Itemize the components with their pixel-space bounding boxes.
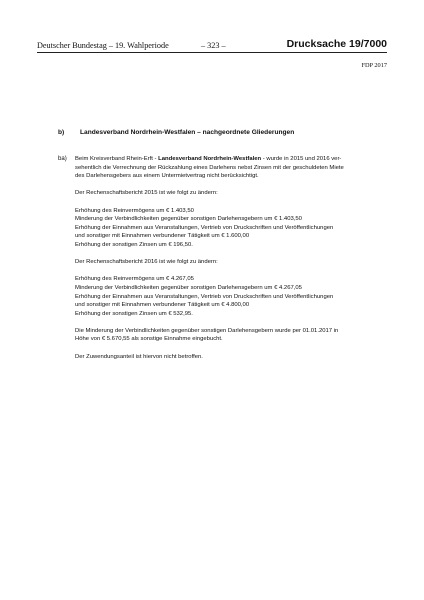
report-2016-heading: Der Rechenschaftsbericht 2016 ist wie folgt zu ändern: bbox=[75, 259, 218, 266]
intro-after: - wurde in 2015 und 2016 ver- bbox=[261, 156, 342, 162]
subsection-body bbox=[75, 155, 387, 361]
document-number bbox=[287, 38, 387, 50]
intro-line-1 bbox=[75, 155, 387, 164]
report-2016-line: Erhöhung der sonstigen Zinsen um € 532,95. bbox=[75, 310, 193, 317]
document-number-prefix: Drucksache 19/ bbox=[286, 38, 364, 50]
report-2016-line: Erhöhung der Einnahmen aus Veranstaltungen, Vertrieb von Druckschriften und Veröffentlichungen bbox=[75, 293, 334, 300]
report-2015-line: und sonstiger mit Einnahmen verbundener Tätigkeit um € 1.600,00 bbox=[75, 233, 250, 240]
report-2015-line: Erhöhung des Reinvermögens um € 1.403,50 bbox=[75, 207, 194, 214]
report-2016-line: Minderung der Verbindlichkeiten gegenüber sonstigen Darlehensgebern um € 4.267,05 bbox=[75, 284, 302, 291]
subsection-label: ba) bbox=[58, 155, 67, 162]
report-2015-line: Minderung der Verbindlichkeiten gegenüber sonstigen Darlehensgebern um € 1.403,50 bbox=[75, 216, 302, 223]
page-number: – 323 – bbox=[201, 41, 226, 50]
intro-bold: Landesverband Nordrhein-Westfalen bbox=[158, 156, 262, 162]
parliament-label: Deutscher Bundestag – 19. Wahlperiode bbox=[37, 41, 169, 50]
header-rule bbox=[37, 52, 387, 53]
intro-line-2: sehentlich die Verrechnung der Rückzahlung eines Darlehens nebst Zinsen mit der geschuldeten Miete bbox=[75, 164, 344, 171]
party-code: FDP 2017 bbox=[361, 62, 387, 69]
closing-line: Höhe von € 5.670,55 als sonstige Einnahme eingebucht. bbox=[75, 336, 223, 343]
closing-line: Die Minderung der Verbindlichkeiten gegenüber sonstigen Darlehensgebern wurde per 01.01.2017 in bbox=[75, 327, 339, 334]
final-statement: Der Zuwendungsanteil ist hiervon nicht betroffen. bbox=[75, 353, 203, 360]
intro-line-3: des Darlehensgebers aus einem Untermietvertrag nicht berücksichtigt. bbox=[75, 173, 259, 180]
report-2016-line: Erhöhung des Reinvermögens um € 4.267,05 bbox=[75, 276, 194, 283]
section-title: Landesverband Nordrhein-Westfalen – nachgeordnete Gliederungen bbox=[80, 129, 295, 136]
section-label: b) bbox=[58, 129, 65, 136]
report-2015-line: Erhöhung der sonstigen Zinsen um € 196,50. bbox=[75, 241, 193, 248]
document-number-value: 7000 bbox=[363, 38, 387, 50]
report-2015-line: Erhöhung der Einnahmen aus Veranstaltungen, Vertrieb von Druckschriften und Veröffentlichungen bbox=[75, 224, 334, 231]
intro-before: Beim Kreisverband Rhein-Erft - bbox=[75, 156, 159, 162]
report-2016-line: und sonstiger mit Einnahmen verbundener Tätigkeit um € 4.800,00 bbox=[75, 302, 250, 309]
report-2015-heading: Der Rechenschaftsbericht 2015 ist wie folgt zu ändern: bbox=[75, 190, 218, 197]
